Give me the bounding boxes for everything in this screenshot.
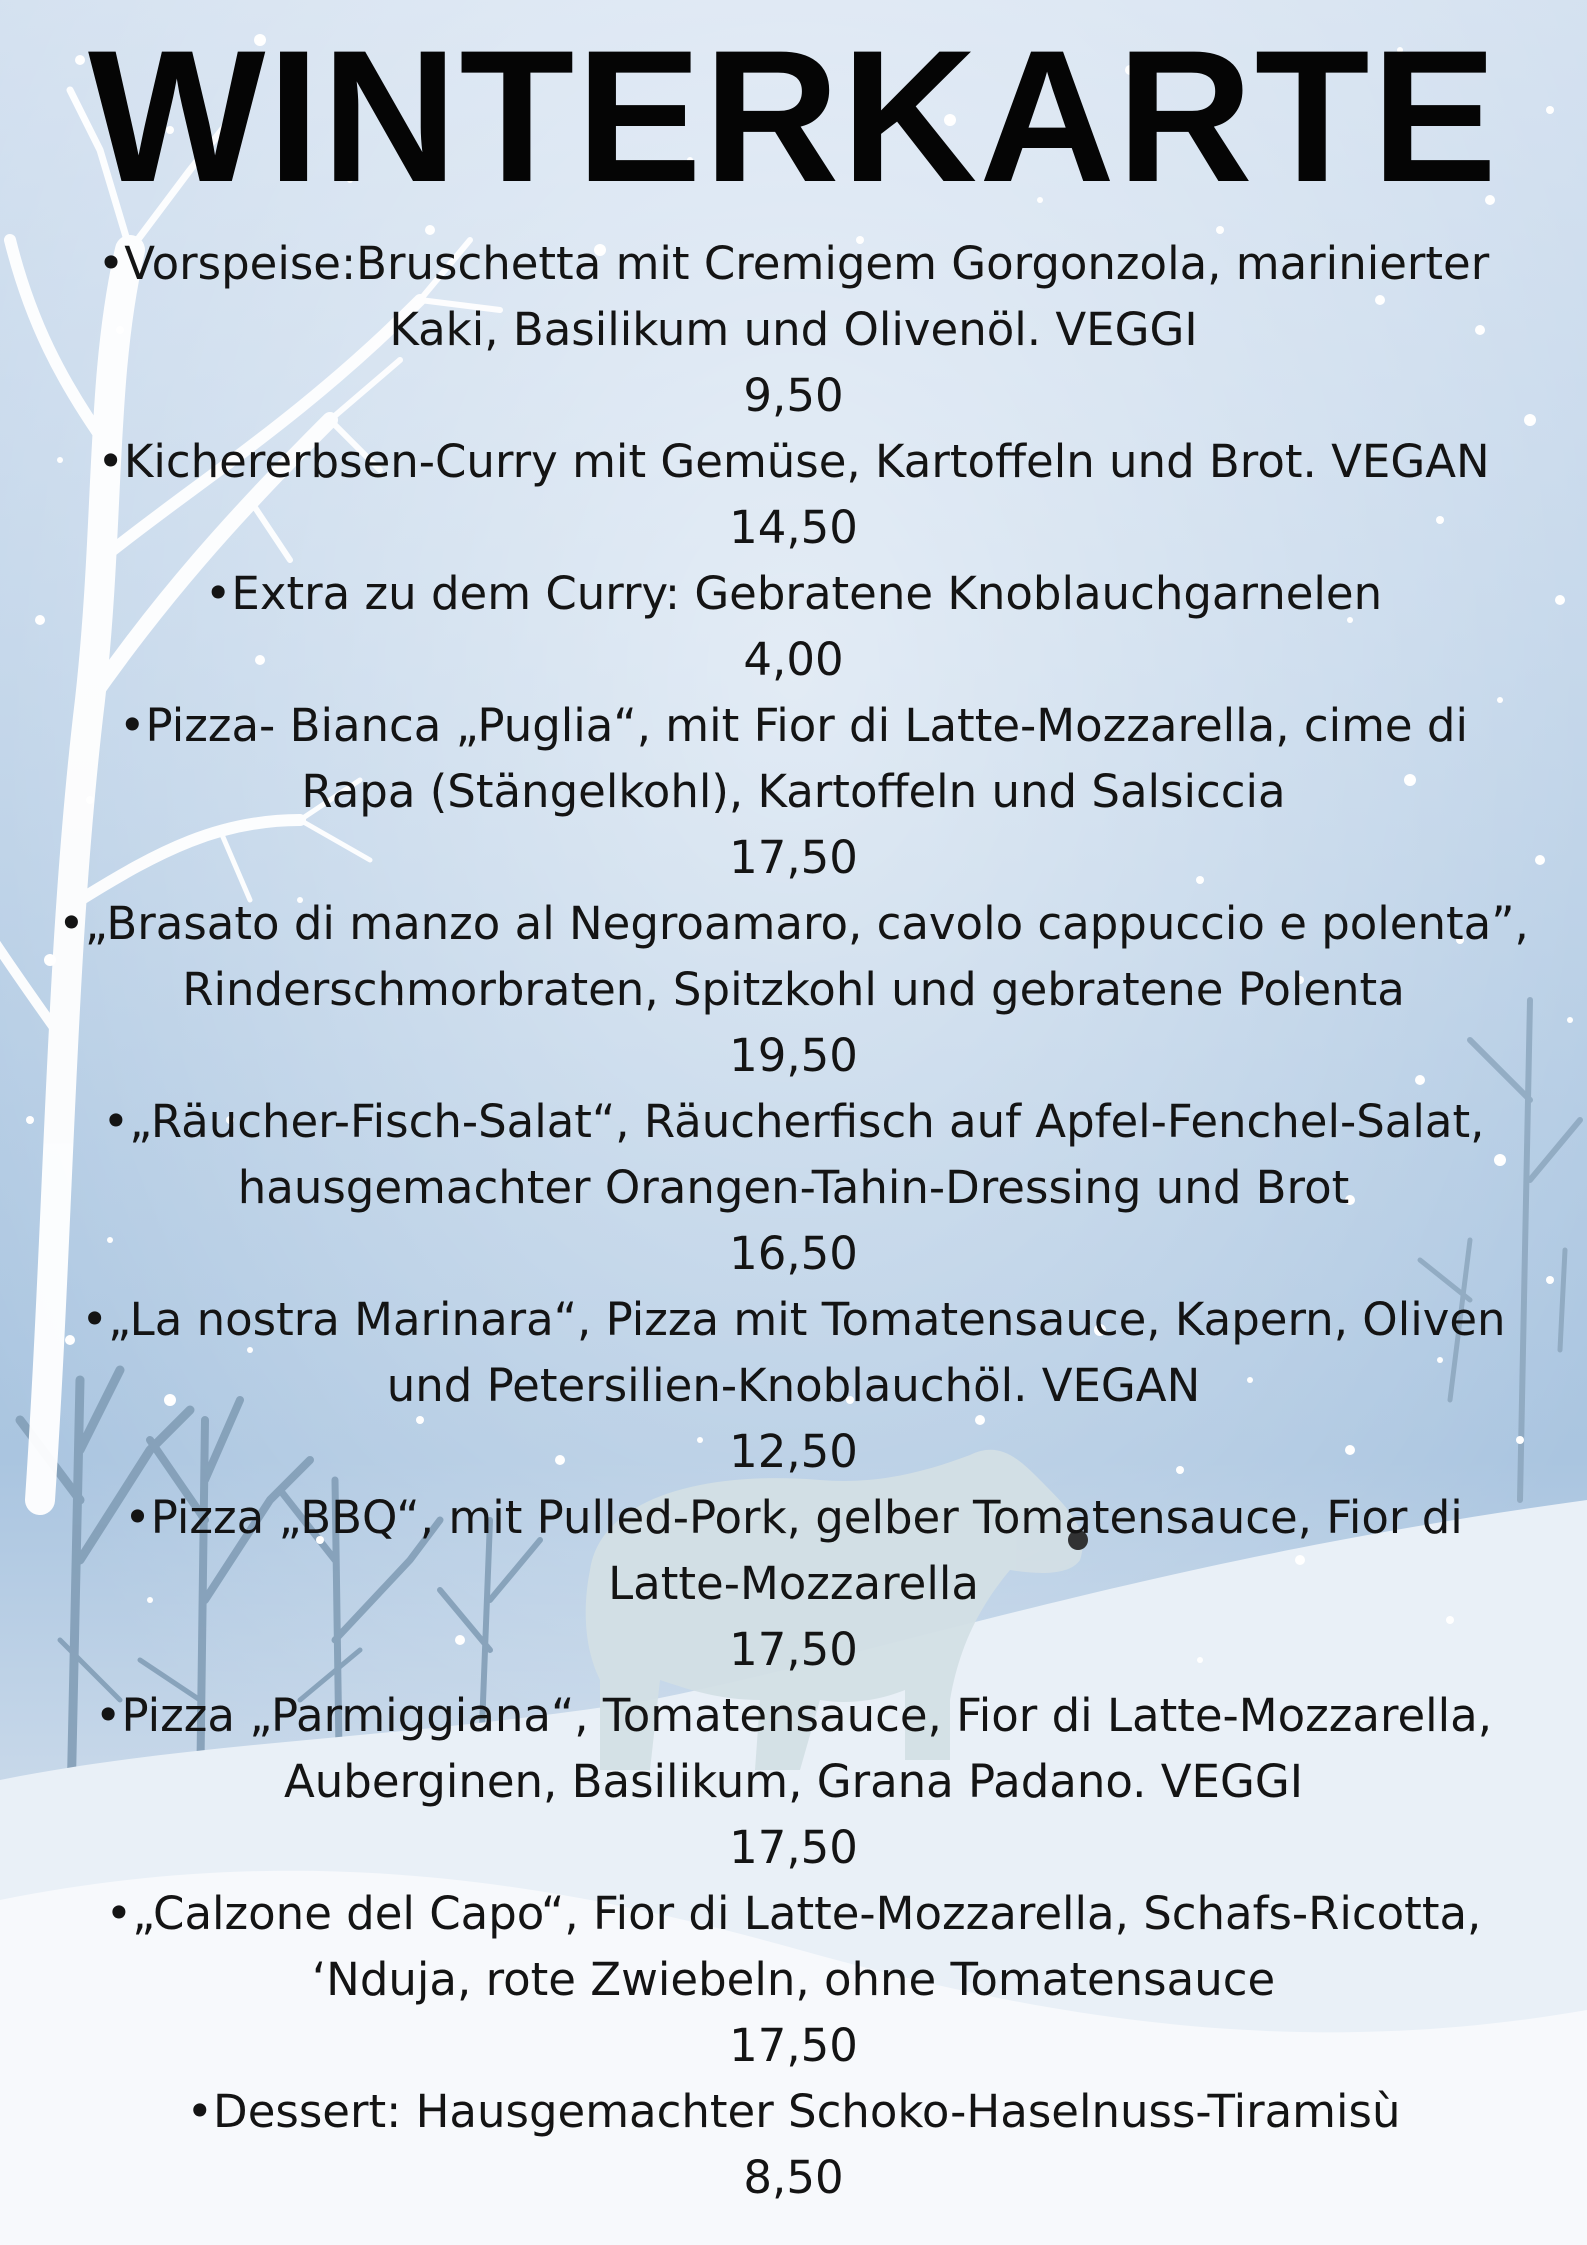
item-price: 14,50 — [729, 501, 858, 554]
menu-item-curry-extra — [0, 561, 1587, 693]
item-description: hausgemachter Orangen-Tahin-Dressing und Brot — [237, 1161, 1350, 1214]
item-description: •„Brasato di manzo al Negroamaro, cavolo cappuccio e polenta”, — [58, 897, 1529, 950]
item-description: Rinderschmorbraten, Spitzkohl und gebratene Polenta — [182, 963, 1405, 1016]
menu-item-pizza-parmiggiana — [0, 1683, 1587, 1881]
menu-item-pizza-bianca — [0, 693, 1587, 891]
item-price: 17,50 — [729, 1821, 858, 1874]
item-description: •„Räucher-Fisch-Salat“, Räucherfisch auf Apfel-Fenchel-Salat, — [102, 1095, 1485, 1148]
menu-items — [0, 231, 1587, 2211]
item-price: 17,50 — [729, 831, 858, 884]
item-description: •Vorspeise:Bruschetta mit Cremigem Gorgonzola, marinierter — [97, 237, 1490, 290]
item-description: •Pizza- Bianca „Puglia“, mit Fior di Latte-Mozzarella, cime di — [119, 699, 1468, 752]
item-description: Latte-Mozzarella — [608, 1557, 979, 1610]
item-description: ‘Nduja, rote Zwiebeln, ohne Tomatensauce — [311, 1953, 1276, 2006]
item-price: 9,50 — [743, 369, 844, 422]
item-description: •Pizza „Parmiggiana“, Tomatensauce, Fior di Latte-Mozzarella, — [94, 1689, 1493, 1742]
item-description: •„La nostra Marinara“, Pizza mit Tomatensauce, Kapern, Oliven — [81, 1293, 1506, 1346]
menu-item-pizza-bbq — [0, 1485, 1587, 1683]
item-description: Kaki, Basilikum und Olivenöl. VEGGI — [389, 303, 1198, 356]
item-price: 12,50 — [729, 1425, 858, 1478]
item-price: 17,50 — [729, 2019, 858, 2072]
item-description: •Extra zu dem Curry: Gebratene Knoblauchgarnelen — [204, 567, 1383, 620]
item-price: 8,50 — [743, 2151, 844, 2204]
item-description: •„Calzone del Capo“, Fior di Latte-Mozzarella, Schafs-Ricotta, — [105, 1887, 1482, 1940]
menu-item-fisch-salat — [0, 1089, 1587, 1287]
item-price: 16,50 — [729, 1227, 858, 1280]
item-description: •Dessert: Hausgemachter Schoko-Haselnuss-Tiramisù — [186, 2085, 1401, 2138]
item-price: 19,50 — [729, 1029, 858, 1082]
menu-item-brasato — [0, 891, 1587, 1089]
item-price: 17,50 — [729, 1623, 858, 1676]
item-price: 4,00 — [743, 633, 844, 686]
item-description: •Pizza „BBQ“, mit Pulled-Pork, gelber Tomatensauce, Fior di — [124, 1491, 1463, 1544]
menu-item-dessert — [0, 2079, 1587, 2211]
menu-item-marinara — [0, 1287, 1587, 1485]
menu-title: WINTERKARTE — [88, 11, 1499, 221]
item-description: und Petersilien-Knoblauchöl. VEGAN — [386, 1359, 1201, 1412]
item-description: Auberginen, Basilikum, Grana Padano. VEGGI — [284, 1755, 1303, 1808]
menu-item-calzone — [0, 1881, 1587, 2079]
item-description: •Kichererbsen-Curry mit Gemüse, Kartoffeln und Brot. VEGAN — [97, 435, 1490, 488]
menu-item-curry — [0, 429, 1587, 561]
item-description: Rapa (Stängelkohl), Kartoffeln und Salsiccia — [301, 765, 1286, 818]
menu-item-vorspeise — [0, 231, 1587, 429]
